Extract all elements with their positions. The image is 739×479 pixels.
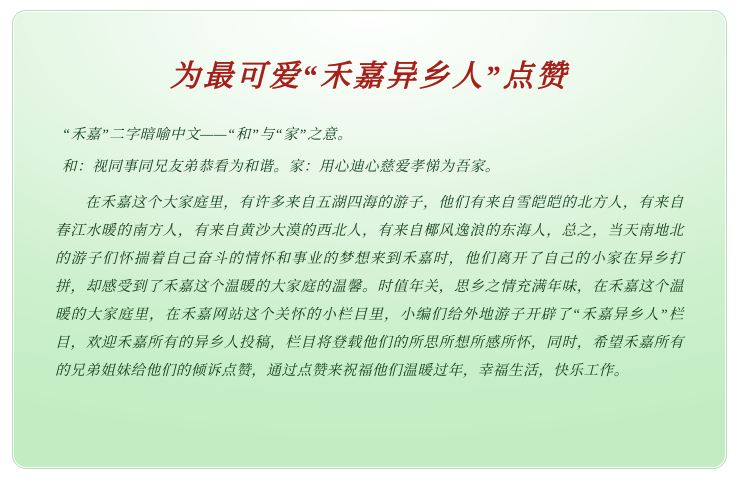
- lead-paragraph-1: “禾嘉”二字暗喻中文——“和”与“家”之意。: [62, 127, 353, 143]
- page-title: 为最可爱“禾嘉异乡人”点赞: [170, 60, 569, 93]
- body-paragraph: 在禾嘉这个大家庭里，有许多来自五湖四海的游子，他们有来自雪皑皑的北方人，有来自春江水暖的南方人，有来自黄沙大漠的西北人，有来自椰风逸浪的东海人，总之，当天南地北的游子们怀揣着自己奋斗的情怀和事业的梦想来到禾嘉时，他们离开了自己的小家在异乡打拼，却感受到了禾嘉这个温暖的大家庭的温馨。时值年关，思乡之情充满年味，在禾嘉这个温暖的大家庭里，在禾嘉网站这个关怀的小栏目里，小编们给外地游子开辟了“禾嘉异乡人”栏目，欢迎禾嘉所有的异乡人投稿，栏目将登载他们的所思所想所感所怀，同时，希望禾嘉所有的兄弟姐妹给他们的倾诉点赞，通过点赞来祝福他们温暖过年，幸福生活，快乐工作。: [55, 195, 684, 379]
- body-block: [47, 189, 692, 385]
- lead-paragraph-2: 和：视同事同兄友弟恭看为和谐。家：用心迪心慈爱孝悌为吾家。: [62, 159, 500, 175]
- lead-block: [47, 121, 692, 181]
- article-inner: [13, 11, 726, 468]
- article-card: [12, 10, 727, 469]
